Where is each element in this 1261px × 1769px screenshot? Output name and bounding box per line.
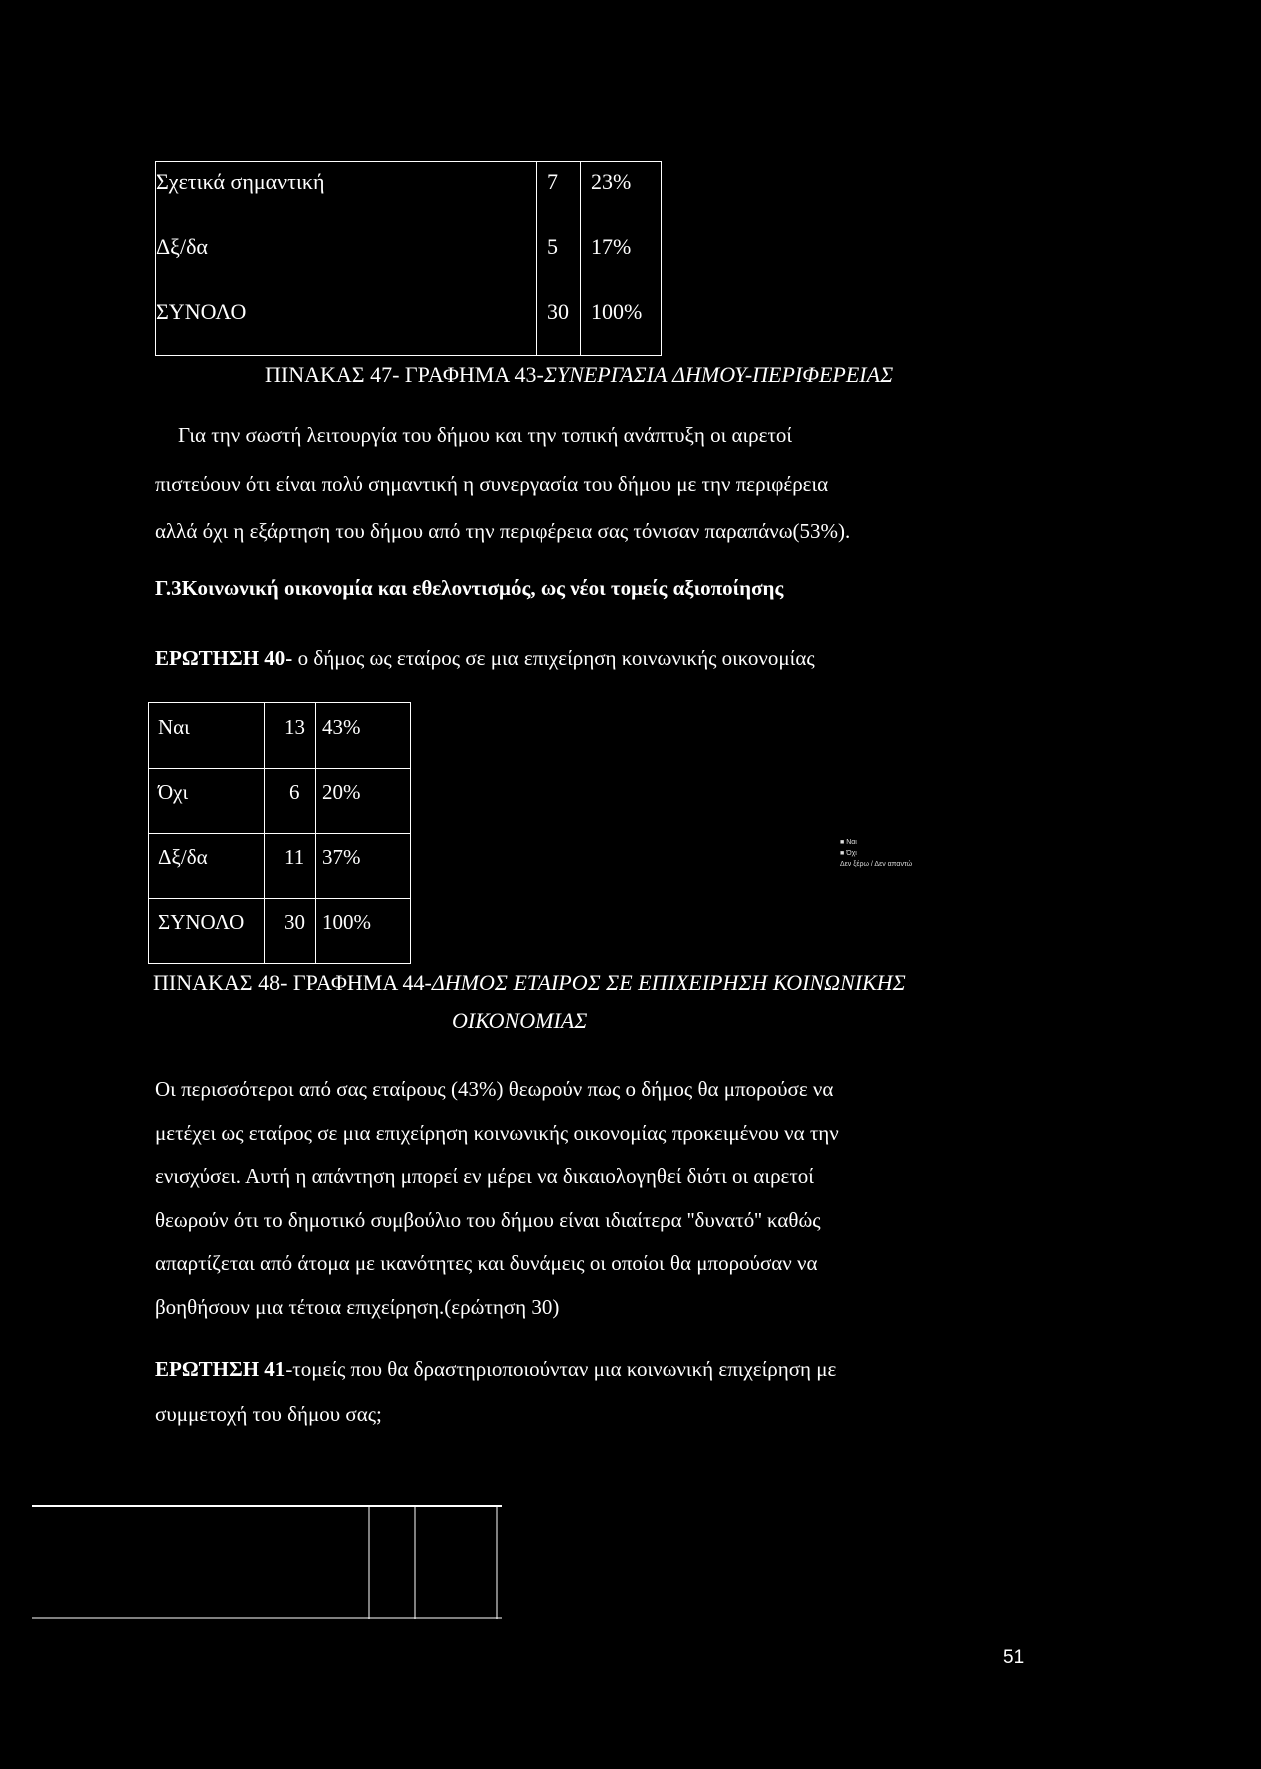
paragraph-line: θεωρούν ότι το δημοτικό συμβούλιο του δήμου είναι ιδιαίτερα ''δυνατό'' καθώς bbox=[155, 1208, 821, 1232]
question-label: ΕΡΩΤΗΣΗ 40- bbox=[155, 646, 293, 670]
row-count: 7 bbox=[547, 169, 558, 194]
row-label: Ναι bbox=[158, 715, 190, 739]
table-row bbox=[149, 768, 410, 833]
table-48 bbox=[148, 702, 411, 964]
question-text: -τομείς που θα δραστηριοποιούνταν μια κοινωνική επιχείρηση με bbox=[285, 1357, 837, 1381]
row-label: ΣΥΝΟΛΟ bbox=[158, 910, 245, 934]
question-40 bbox=[155, 646, 815, 671]
table-row bbox=[149, 703, 410, 768]
row-label: Δξ/δα bbox=[158, 845, 208, 869]
row-percent: 17% bbox=[591, 234, 632, 259]
table-row bbox=[156, 162, 661, 227]
section-heading: Γ.3Κοινωνική οικονομία και εθελοντισμός, ως νέοι τομείς αξιοποίησης bbox=[155, 576, 784, 600]
legend-label: Δεν ξέρω / Δεν απαντώ bbox=[840, 861, 913, 868]
caption-title: ΟΙΚΟΝΟΜΙΑΣ bbox=[452, 1008, 588, 1033]
row-label: Δξ/δα bbox=[156, 234, 208, 259]
question-text: ο δήμος ως εταίρος σε μια επιχείρηση κοινωνικής οικονομίας bbox=[292, 646, 815, 670]
question-41 bbox=[155, 1357, 836, 1382]
table-48-caption-line-2 bbox=[452, 1008, 587, 1034]
row-count: 5 bbox=[547, 234, 558, 259]
paragraph-line: βοηθήσουν μια τέτοια επιχείρηση.(ερώτηση 30) bbox=[155, 1295, 560, 1319]
paragraph-line: πιστεύουν ότι είναι πολύ σημαντική η συνεργασία του δήμου με την περιφέρεια bbox=[155, 472, 829, 496]
paragraph-line: απαρτίζεται από άτομα με ικανότητες και δυνάμεις οι οποίοι θα μπορούσαν να bbox=[155, 1251, 818, 1275]
question-label: ΕΡΩΤΗΣΗ 41 bbox=[155, 1357, 286, 1381]
row-count: 30 bbox=[284, 910, 305, 934]
table-row bbox=[149, 833, 410, 898]
legend-item bbox=[840, 837, 912, 848]
row-percent: 23% bbox=[591, 169, 632, 194]
table-47-caption bbox=[265, 362, 893, 388]
legend-item bbox=[840, 848, 912, 859]
row-percent: 100% bbox=[322, 910, 371, 934]
table-row bbox=[156, 292, 661, 357]
legend-marker-icon: ■ bbox=[840, 839, 845, 846]
row-count: 30 bbox=[547, 299, 569, 324]
table-row bbox=[156, 227, 661, 292]
row-count: 13 bbox=[284, 715, 305, 739]
question-41-line-2: συμμετοχή του δήμου σας; bbox=[155, 1402, 382, 1426]
row-percent: 43% bbox=[322, 715, 361, 739]
row-count: 11 bbox=[284, 845, 305, 869]
paragraph-line: μετέχει ως εταίρος σε μια επιχείρηση κοινωνικής οικονομίας προκειμένου να την bbox=[155, 1121, 839, 1145]
paragraph-line: Για την σωστή λειτουργία του δήμου και την τοπική ανάπτυξη οι αιρετοί bbox=[178, 423, 793, 447]
row-percent: 100% bbox=[591, 299, 643, 324]
row-count: 6 bbox=[289, 780, 300, 804]
paragraph-line: Οι περισσότεροι από σας εταίρους (43%) θεωρούν πως ο δήμος θα μπορούσε να bbox=[155, 1077, 834, 1101]
caption-prefix: ΠΙΝΑΚΑΣ 48- ΓΡΑΦΗΜΑ 44- bbox=[153, 970, 432, 995]
caption-title: ΣΥΝΕΡΓΑΣΙΑ ΔΗΜΟΥ-ΠΕΡΙΦΕΡΕΙΑΣ bbox=[543, 362, 894, 387]
row-percent: 20% bbox=[322, 780, 361, 804]
row-label: Όχι bbox=[158, 780, 189, 804]
chart-legend bbox=[840, 837, 912, 870]
legend-label: Ναι bbox=[846, 839, 857, 846]
table-47 bbox=[155, 161, 662, 356]
row-label: Σχετικά σημαντική bbox=[156, 169, 325, 194]
row-percent: 37% bbox=[322, 845, 361, 869]
row-label: ΣΥΝΟΛΟ bbox=[156, 299, 247, 324]
page-number: 51 bbox=[1003, 1647, 1025, 1668]
paragraph-line: ενισχύσει. Αυτή η απάντηση μπορεί εν μέρει να δικαιολογηθεί διότι οι αιρετοί bbox=[155, 1164, 814, 1188]
paragraph-line: αλλά όχι η εξάρτηση του δήμου από την περιφέρεια σας τόνισαν παραπάνω(53%). bbox=[155, 519, 851, 543]
caption-prefix: ΠΙΝΑΚΑΣ 47- ΓΡΑΦΗΜΑ 43- bbox=[265, 362, 544, 387]
legend-marker-icon: ■ bbox=[840, 850, 845, 857]
caption-title: ΔΗΜΟΣ ΕΤΑΙΡΟΣ ΣΕ ΕΠΙΧΕΙΡΗΣΗ ΚΟΙΝΩΝΙΚΗΣ bbox=[431, 970, 906, 995]
empty-table bbox=[32, 1505, 502, 1619]
legend-label: Όχι bbox=[846, 850, 857, 857]
table-row bbox=[149, 898, 410, 963]
legend-item bbox=[840, 859, 912, 870]
table-48-caption bbox=[153, 970, 906, 996]
